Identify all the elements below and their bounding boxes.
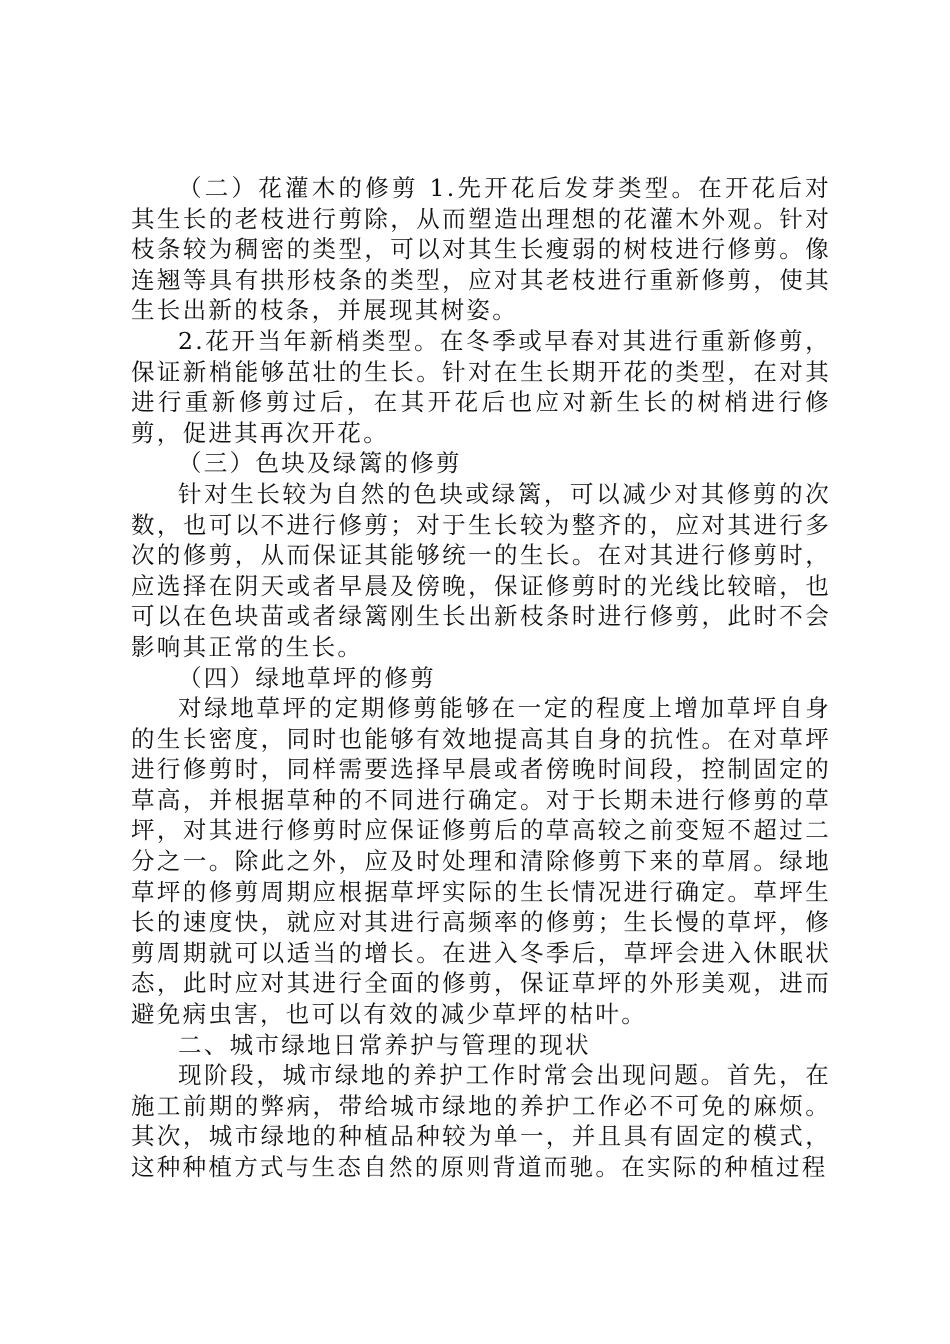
paragraph-lawn-pruning: 对绿地草坪的定期修剪能够在一定的程度上增加草坪自身的生长密度，同时也能够有效地提高其自身的抗性。在对草坪进行修剪时，同样需要选择早晨或者傍晚时间段，控制固定的草高，并根据草种的不同进行确定。对于长期未进行修剪的草坪，对其进行修剪时应保证修剪后的草高较之前变短不超过二分之一。除此之外，应及时处理和清除修剪下来的草屑。绿地草坪的修剪周期应根据草坪实际的生长情况进行确定。草坪生长的速度快，就应对其进行高频率的修剪；生长慢的草坪，修剪周期就可以适当的增长。在进入冬季后，草坪会进入休眠状态，此时应对其进行全面的修剪，保证草坪的外形美观，进而避免病虫害，也可以有效的减少草坪的枯叶。 xyxy=(131,694,831,1029)
heading-section-two: 二、城市绿地日常养护与管理的现状 xyxy=(178,1030,591,1059)
paragraph-color-block-hedge: 针对生长较为自然的色块或绿篱，可以减少对其修剪的次数，也可以不进行修剪；对于生长较为整齐的，应对其进行多次的修剪，从而保证其能够统一的生长。在对其进行修剪时，应选择在阴天或者早晨及傍晚，保证修剪时的光线比较暗，也可以在色块苗或者绿篱刚生长出新枝条时进行修剪，此时不会影响其正常的生长。 xyxy=(131,479,831,661)
paragraph-shrub-pruning-2: 2.花开当年新梢类型。在冬季或早春对其进行重新修剪，保证新梢能够茁壮的生长。针对在生长期开花的类型，在对其进行重新修剪过后，在其开花后也应对新生长的树梢进行修剪，促进其再次开花。 xyxy=(131,326,831,447)
paragraph-shrub-pruning-1: （二）花灌木的修剪 1.先开花后发芽类型。在开花后对其生长的老枝进行剪除，从而塑造出理想的花灌木外观。针对枝条较为稠密的类型，可以对其生长瘦弱的树枝进行修剪。像连翘等具有拱形枝条的类型，应对其老枝进行重新修剪，使其生长出新的枝条，并展现其树姿。 xyxy=(131,174,831,325)
heading-lawn-pruning: （四）绿地草坪的修剪 xyxy=(178,663,436,692)
heading-color-block-hedge: （三）色块及绿篱的修剪 xyxy=(178,449,462,478)
paragraph-current-status: 现阶段，城市绿地的养护工作时常会出现问题。首先，在施工前期的弊病，带给城市绿地的养护工作必不可免的麻烦。其次，城市绿地的种植品种较为单一，并且具有固定的模式，这种种植方式与生态自然的原则背道而驰。在实际的种植过程 xyxy=(131,1061,831,1181)
document-body xyxy=(131,173,831,1183)
